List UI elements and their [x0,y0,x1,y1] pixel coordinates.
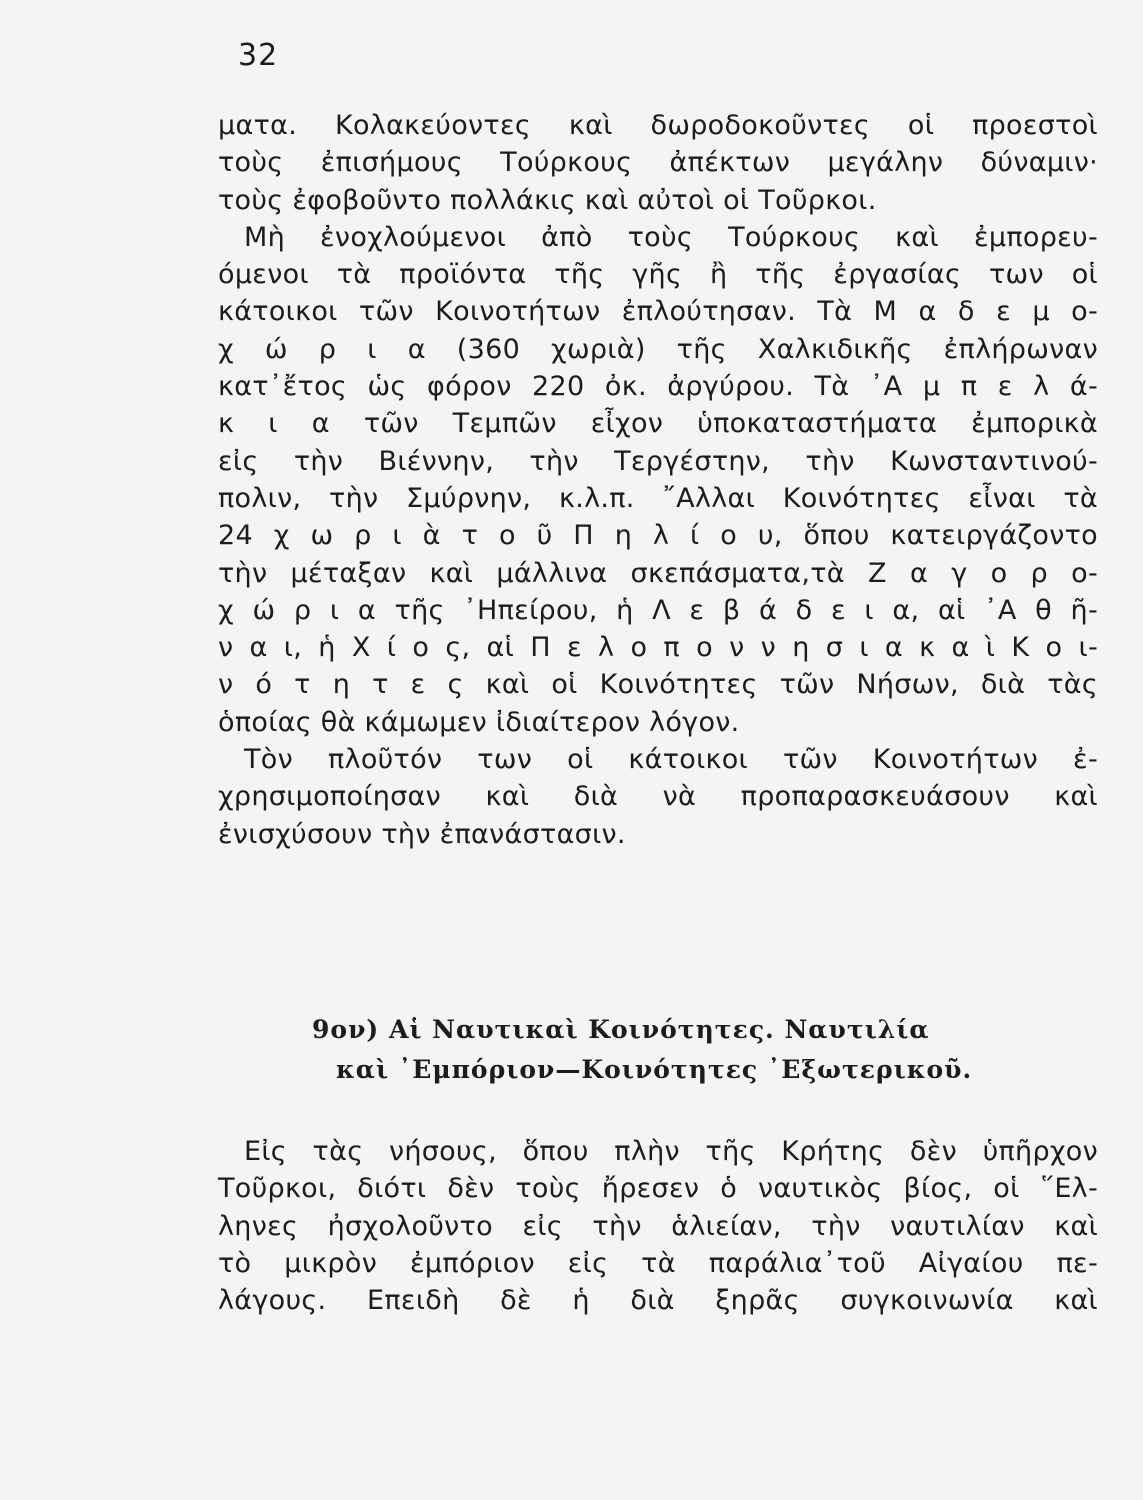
text-line: Τοῦρκοι, διότι δὲν τοὺς ἤρεσεν ὁ ναυτικὸς βίος, οἱ ῞Ελ- [218,1173,1098,1205]
text-line: χ ώ ρ ι α τῆς ᾽Ηπείρου, ἡ Λ ε β ά δ ε ι α, αἱ ᾽Α θ ῆ- [218,594,1098,626]
text-line: τοὺς ἐφοβοῦντο πολλάκις καὶ αὐτοὶ οἱ Τοῦρκοι. [218,184,877,216]
text-line: ματα. Κολακεύοντες καὶ δωροδοκοῦντες οἱ προεστοὶ [218,110,1098,141]
text-line: τὴν μέταξαν καὶ μάλλινα σκεπάσματα,τὰ Ζ α γ ο ρ ο- [218,557,1098,589]
text-line: πολιν, τὴν Σμύρνην, κ.λ.π. ῎Αλλαι Κοινότητες εἶναι τὰ [218,482,1098,514]
section-heading-line-1: 9ον) Αἱ Ναυτικαὶ Κοινότητες. Ναυτιλία [312,1015,930,1044]
text-line: ὁποίας θὰ κάμωμεν ἰδιαίτερον λόγον. [218,706,740,738]
text-line: ν α ι, ἡ Χ ί ο ς, αἱ Π ε λ ο π ο ν ν η σ ι α κ α ὶ Κ ο ι- [218,632,1098,664]
body-text-top [218,107,1098,853]
text-line: 24 χ ω ρ ι ὰ τ ο ῦ Π η λ ί ο υ, ὅπου κατειργάζοντο [218,520,1098,552]
section-heading [218,1010,1098,1090]
text-line: ἐνισχύσουν τὴν ἐπανάστασιν. [218,818,626,850]
text-line: κατ᾽ἔτος ὡς φόρον 220 ὀκ. ἀργύρου. Τὰ ᾽Α μ π ε λ ά- [218,371,1098,403]
text-line: Μὴ ἐνοχλούμενοι ἀπὸ τοὺς Τούρκους καὶ ἐμπορευ- [244,221,1098,253]
page-number: 32 [238,38,279,73]
body-text-bottom [218,1133,1098,1319]
text-line: ληνες ἠσχολοῦντο εἰς τὴν ἁλιείαν, τὴν ναυτιλίαν καὶ [218,1210,1098,1242]
text-line: κάτοικοι τῶν Κοινοτήτων ἐπλούτησαν. Τὰ Μ α δ ε μ ο- [218,296,1098,328]
text-line: τὸ μικρὸν ἐμπόριον εἰς τὰ παράλια᾽τοῦ Αἰγαίου πε- [218,1247,1098,1279]
text-line: ν ό τ η τ ε ς καὶ οἱ Κοινότητες τῶν Νήσων, διὰ τὰς [218,669,1098,701]
text-line: Εἰς τὰς νήσους, ὅπου πλὴν τῆς Κρήτης δὲν ὑπῆρχον [244,1136,1098,1167]
text-line: κ ι α τῶν Τεμπῶν εἶχον ὑποκαταστήματα ἐμπορικὰ [218,408,1098,440]
text-line: Τὸν πλοῦτόν των οἱ κάτοικοι τῶν Κοινοτήτων ἐ- [244,744,1098,776]
text-line: εἰς τὴν Βιέννην, τὴν Τεργέστην, τὴν Κωνσταντινού- [218,445,1098,477]
text-line: λάγους. Επειδὴ δὲ ἡ διὰ ξηρᾶς συγκοινωνία καὶ [218,1285,1098,1317]
text-line: όμενοι τὰ προϊόντα τῆς γῆς ἢ τῆς ἐργασίας των οἱ [218,259,1098,291]
section-heading-line-2: καὶ ᾽Εμπόριον—Κοινότητες ᾽Εξωτερικοῦ. [336,1055,973,1084]
text-line: τοὺς ἐπισήμους Τούρκους ἀπέκτων μεγάλην δύναμιν· [218,147,1098,179]
text-line: χ ώ ρ ι α (360 χωριὰ) τῆς Χαλκιδικῆς ἐπλήρωναν [218,333,1098,365]
text-line: χρησιμοποίησαν καὶ διὰ νὰ προπαρασκευάσουν καὶ [218,781,1098,813]
